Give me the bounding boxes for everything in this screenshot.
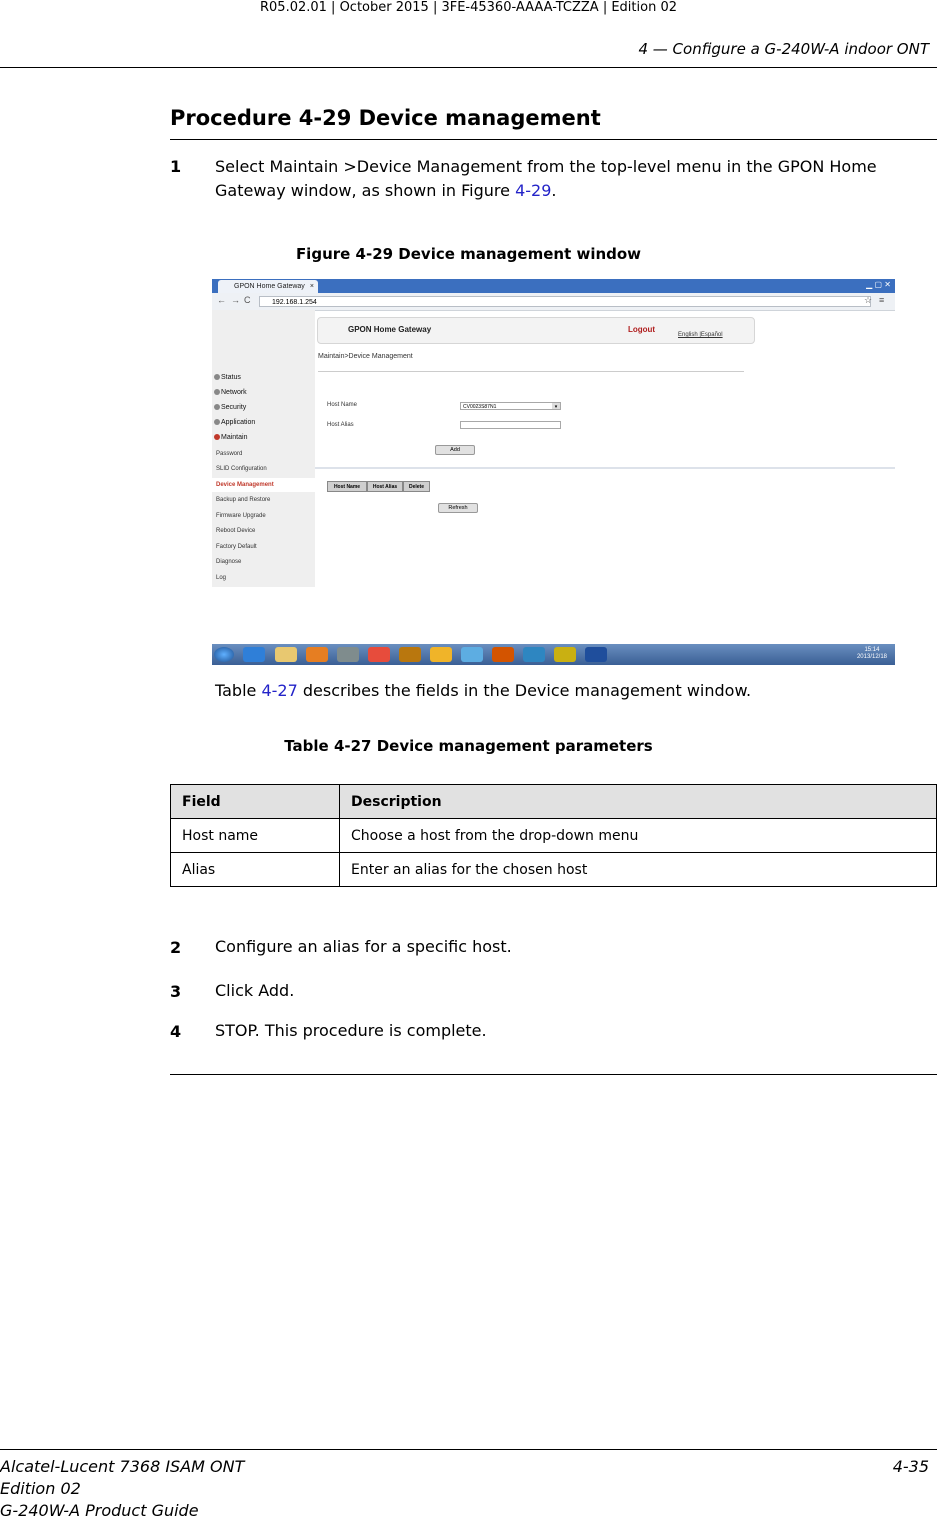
breadcrumb: Maintain>Device Management: [318, 353, 413, 360]
firefox-icon[interactable]: [306, 647, 328, 662]
table-row: [171, 853, 937, 887]
footer-guide: G-240W-A Product Guide: [0, 1501, 199, 1520]
host-name-select[interactable]: [460, 402, 561, 410]
footer-left: [0, 1456, 244, 1522]
expand-icon: [214, 404, 220, 410]
parameters-table: [170, 784, 937, 887]
sync-icon[interactable]: [523, 647, 545, 662]
folder-icon[interactable]: [275, 647, 297, 662]
menu-network[interactable]: [214, 389, 247, 396]
ref-text-part: Table: [215, 681, 262, 700]
expand-icon: [214, 389, 220, 395]
expand-icon: [214, 374, 220, 380]
column-header: Field: [171, 785, 340, 819]
logout-link[interactable]: Logout: [628, 325, 656, 334]
column-header: Description: [340, 785, 937, 819]
table-header-delete: Delete: [403, 481, 430, 492]
step-text-part: .: [551, 181, 557, 200]
clock[interactable]: [857, 647, 887, 661]
step-text: Click Add.: [215, 981, 295, 1000]
table-link[interactable]: 4-27: [261, 681, 298, 700]
submenu-slid-configuration[interactable]: SLID Configuration: [216, 466, 267, 472]
chevron-down-icon[interactable]: ▾: [552, 403, 560, 409]
table-header-host-name: Host Name: [327, 481, 367, 492]
menu-security[interactable]: [214, 404, 246, 411]
procedure-end-rule: [170, 1074, 937, 1075]
menu-label: Application: [221, 419, 256, 426]
outlook-icon[interactable]: [430, 647, 452, 662]
step-text-part: Select Maintain >Device Management from the top-level menu in the GPON Home Gateway window, as shown in Figure: [215, 157, 877, 200]
procedure-rule: [170, 139, 937, 140]
refresh-button[interactable]: Refresh: [438, 503, 478, 513]
window-controls[interactable]: ▁ ▢ ✕: [866, 280, 891, 289]
figure-caption: Figure 4-29 Device management window: [295, 245, 642, 263]
table-cell: Choose a host from the drop-down menu: [340, 819, 937, 853]
submenu-firmware-upgrade[interactable]: Firmware Upgrade: [216, 513, 266, 519]
address-bar: [212, 293, 895, 311]
app-icon[interactable]: [337, 647, 359, 662]
app-icon[interactable]: [554, 647, 576, 662]
procedure-title: Procedure 4-29 Device management: [170, 106, 601, 130]
step-number: 1: [170, 157, 182, 176]
chapter-title: 4 — Configure a G-240W-A indoor ONT: [638, 40, 929, 58]
divider: [315, 467, 895, 469]
step-number: 2: [170, 938, 182, 957]
host-alias-label: Host Alias: [327, 422, 354, 428]
taskbar: [212, 644, 895, 665]
edition-line: R05.02.01 | October 2015 | 3FE-45360-AAAA-TCZZA | Edition 02: [260, 0, 677, 15]
footer-rule: [0, 1449, 937, 1450]
header-rule: [0, 67, 937, 68]
menu-label: Security: [221, 404, 247, 411]
divider: [318, 371, 744, 372]
menu-label: Maintain: [221, 434, 248, 441]
step-number: 3: [170, 982, 182, 1001]
table-cell: Alias: [171, 853, 340, 887]
table-header-row: [171, 785, 937, 819]
submenu-diagnose[interactable]: Diagnose: [216, 559, 242, 565]
forward-icon[interactable]: →: [231, 295, 240, 305]
step-number: 4: [170, 1022, 182, 1041]
table-cell: Host name: [171, 819, 340, 853]
start-icon[interactable]: [214, 647, 234, 662]
submenu-reboot-device[interactable]: Reboot Device: [216, 528, 256, 534]
menu-icon[interactable]: ≡: [879, 295, 885, 305]
tab-title: GPON Home Gateway: [234, 283, 305, 290]
expand-icon: [214, 419, 220, 425]
app-banner: [317, 317, 755, 344]
word-icon[interactable]: [585, 647, 607, 662]
menu-maintain[interactable]: [214, 434, 247, 441]
table-header-host-alias: Host Alias: [367, 481, 403, 492]
step-text: Configure an alias for a specific host.: [215, 937, 512, 956]
page-number: 4-35: [892, 1457, 929, 1476]
menu-status[interactable]: [214, 374, 241, 381]
host-name-value: CV0023S87N1: [463, 404, 497, 410]
collapse-icon: [214, 434, 220, 440]
star-icon[interactable]: ☆: [864, 295, 873, 305]
table-cell: Enter an alias for the chosen host: [340, 853, 937, 887]
network-icon[interactable]: [461, 647, 483, 662]
clock-date: 2013/12/18: [856, 654, 887, 660]
footer-product: Alcatel-Lucent 7368 ISAM ONT: [0, 1457, 245, 1476]
ref-text-part: describes the fields in the Device management window.: [297, 681, 752, 700]
table-row: [171, 819, 937, 853]
reload-icon[interactable]: C: [244, 295, 251, 305]
menu-application[interactable]: [214, 419, 255, 426]
table-reference: [215, 679, 935, 703]
chrome-icon[interactable]: [368, 647, 390, 662]
menu-label: Network: [221, 389, 247, 396]
step-text: [215, 155, 935, 203]
submenu-log[interactable]: Log: [216, 575, 227, 581]
add-button[interactable]: Add: [435, 445, 475, 455]
clock-time: 15:14: [864, 647, 880, 653]
submenu-device-management[interactable]: Device Management: [216, 482, 274, 488]
menu-label: Status: [221, 374, 241, 381]
host-alias-input[interactable]: [460, 421, 561, 429]
step-text: STOP. This procedure is complete.: [215, 1021, 487, 1040]
submenu-factory-default[interactable]: Factory Default: [216, 544, 257, 550]
ie-icon[interactable]: [243, 647, 265, 662]
host-name-label: Host Name: [327, 402, 358, 408]
app-title: GPON Home Gateway: [348, 325, 432, 334]
url-input[interactable]: 192.168.1.254: [259, 296, 871, 307]
browser-tab[interactable]: [218, 280, 318, 293]
close-icon[interactable]: ×: [309, 283, 314, 290]
back-icon[interactable]: ←: [217, 295, 226, 305]
table-caption: Table 4-27 Device management parameters: [284, 737, 653, 755]
user-icon[interactable]: [492, 647, 514, 662]
figure-link[interactable]: 4-29: [515, 181, 552, 200]
notebook-icon[interactable]: [399, 647, 421, 662]
submenu-password[interactable]: Password: [216, 451, 243, 457]
footer-edition: Edition 02: [0, 1479, 81, 1498]
screenshot: [212, 279, 895, 665]
language-links[interactable]: English |Español: [678, 332, 723, 338]
submenu-backup-restore[interactable]: Backup and Restore: [216, 497, 271, 503]
browser-tab-bar: [212, 279, 895, 293]
